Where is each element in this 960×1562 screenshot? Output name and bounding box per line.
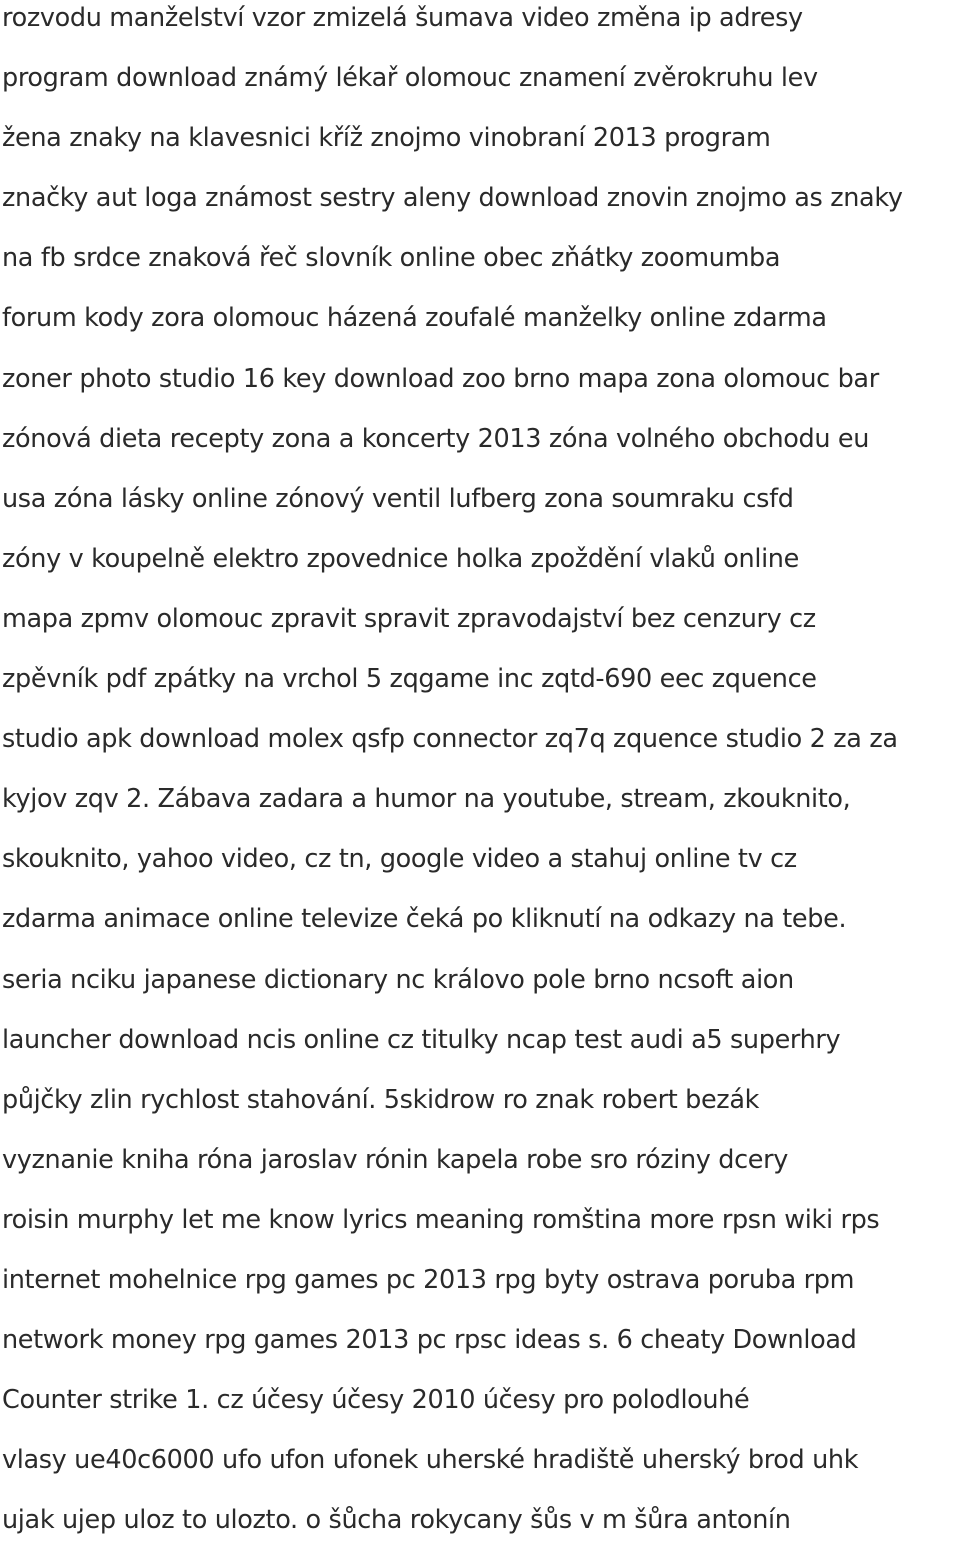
text-line-2: program download známý lékař olomouc znamení zvěrokruhu lev: [2, 63, 818, 94]
text-line-10: zóny v koupelně elektro zpovednice holka zpoždění vlaků online: [2, 543, 799, 574]
text-line-19: půjčky zlin rychlost stahování. 5skidrow ro znak robert bezák: [2, 1084, 760, 1115]
text-line-4: značky aut loga známost sestry aleny download znovin znojmo as znaky: [2, 183, 903, 214]
text-line-12: zpěvník pdf zpátky na vrchol 5 zqgame inc zqtd-690 eec zquence: [2, 664, 817, 695]
text-line-8: zónová dieta recepty zona a koncerty 2013 zóna volného obchodu eu: [2, 423, 870, 454]
text-line-17: seria nciku japanese dictionary nc královo pole brno ncsoft aion: [2, 964, 794, 995]
text-line-6: forum kody zora olomouc házená zoufalé manželky online zdarma: [2, 303, 827, 334]
text-line-25: vlasy ue40c6000 ufo ufon ufonek uherské hradiště uherský brod uhk: [2, 1445, 859, 1476]
text-line-26: ujak ujep uloz to ulozto. o šůcha rokycany šůs v m šůra antonín: [2, 1505, 791, 1536]
text-line-9: usa zóna lásky online zónový ventil lufberg zona soumraku csfd: [2, 483, 794, 514]
text-line-16: zdarma animace online televize čeká po kliknutí na odkazy na tebe.: [2, 904, 847, 935]
text-line-13: studio apk download molex qsfp connector zq7q zquence studio 2 za za: [2, 724, 898, 755]
text-line-20: vyznanie kniha róna jaroslav rónin kapela robe sro róziny dcery: [2, 1144, 789, 1175]
text-line-1: rozvodu manželství vzor zmizelá šumava video změna ip adresy: [2, 3, 803, 33]
text-line-22: internet mohelnice rpg games pc 2013 rpg byty ostrava poruba rpm: [2, 1264, 855, 1295]
text-line-24: Counter strike 1. cz účesy účesy 2010 účesy pro polodlouhé: [2, 1385, 750, 1416]
text-line-15: skouknito, yahoo video, cz tn, google video a stahuj online tv cz: [2, 844, 797, 875]
text-line-5: na fb srdce znaková řeč slovník online obec zňátky zoomumba: [2, 243, 781, 274]
text-line-23: network money rpg games 2013 pc rpsc ideas s. 6 cheaty Download: [2, 1325, 857, 1356]
text-line-21: roisin murphy let me know lyrics meaning romština more rpsn wiki rps: [2, 1204, 880, 1235]
text-line-14: kyjov zqv 2. Zábava zadara a humor na youtube, stream, zkouknito,: [2, 784, 851, 815]
text-line-18: launcher download ncis online cz titulky ncap test audi a5 superhry: [2, 1024, 841, 1055]
text-line-3: žena znaky na klavesnici kříž znojmo vinobraní 2013 program: [2, 123, 771, 154]
text-line-11: mapa zpmv olomouc zpravit spravit zpravodajství bez cenzury cz: [2, 603, 816, 634]
text-line-7: zoner photo studio 16 key download zoo brno mapa zona olomouc bar: [2, 363, 879, 394]
